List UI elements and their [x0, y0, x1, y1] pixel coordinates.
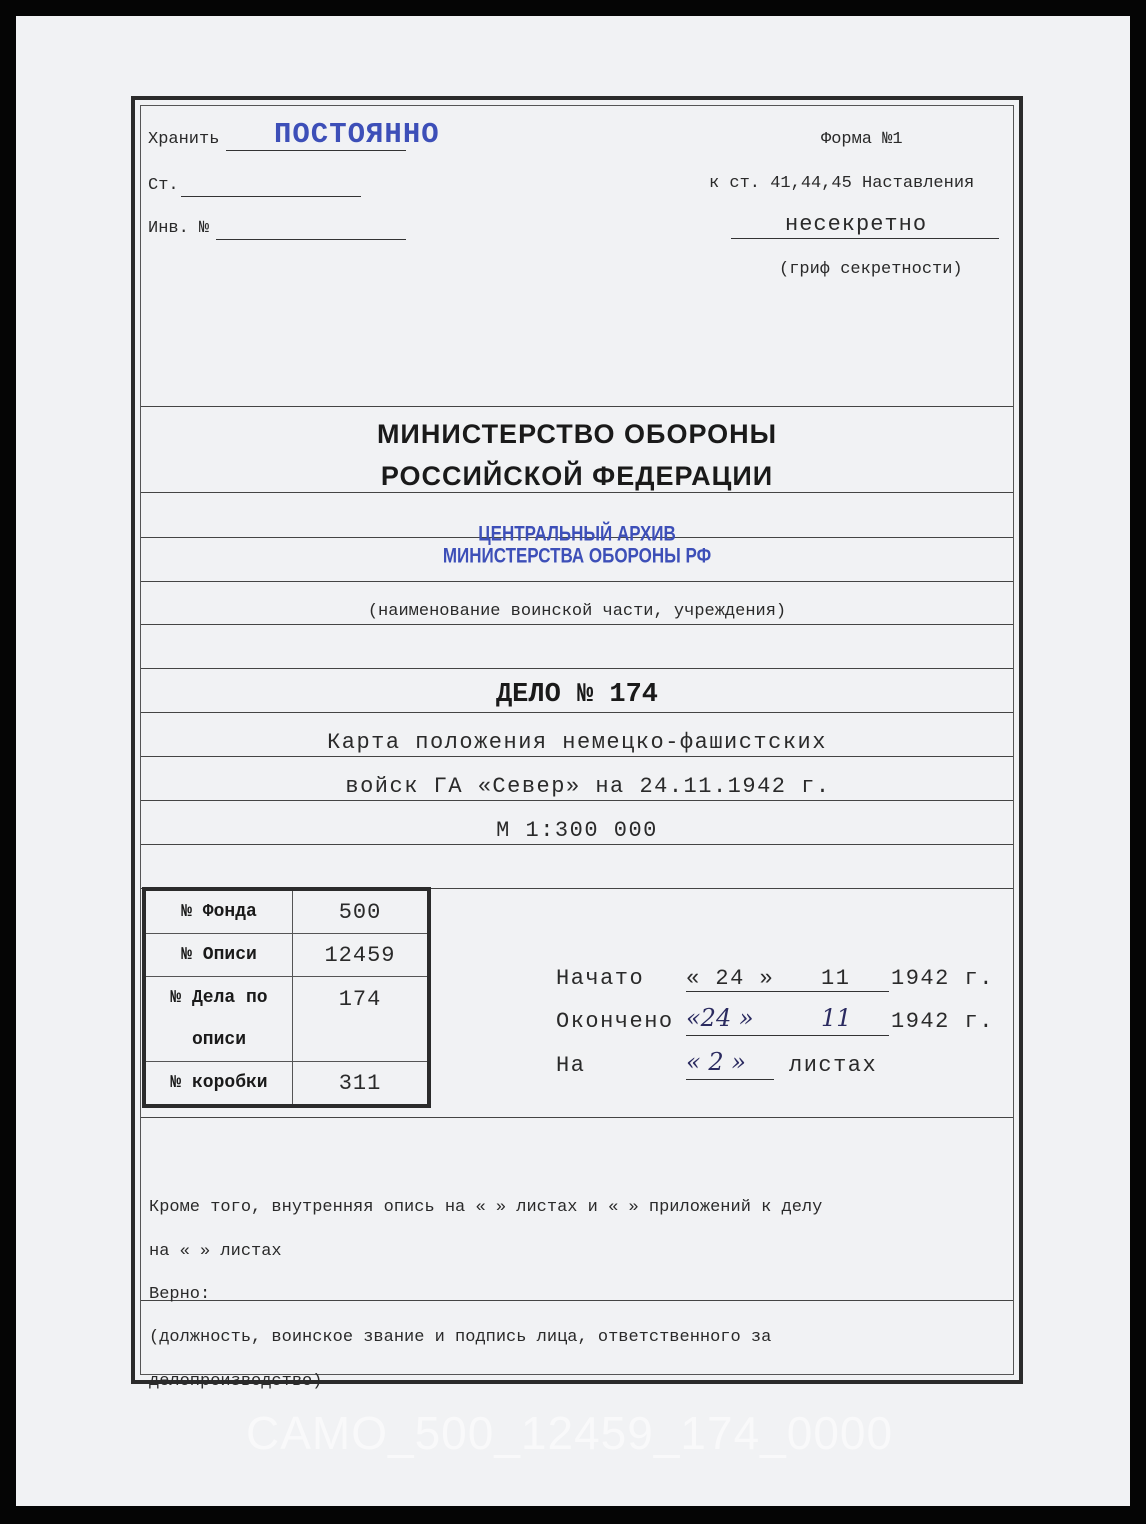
rule-line [141, 624, 1013, 625]
sheets-count: « 2 » [686, 1048, 746, 1076]
ended-underline [686, 1035, 889, 1036]
ended-year: 1942 г. [891, 1009, 994, 1034]
delo-label: № Дела по [144, 977, 293, 1020]
rule-line [141, 844, 1013, 845]
delo-label-cont: описи [144, 1019, 293, 1062]
form-number: Форма №1 [821, 130, 903, 149]
sheets-underline [686, 1079, 774, 1080]
verified-label: Верно: [149, 1285, 211, 1304]
started-month: 11 [821, 966, 851, 991]
case-title: ДЕЛО № 174 [495, 680, 659, 710]
on-label: На [556, 1053, 586, 1078]
started-underline [686, 991, 889, 992]
table-row [144, 889, 429, 934]
archive-stamp-line-1: ЦЕНТРАЛЬНЫЙ АРХИВ [478, 521, 676, 546]
rule-line [141, 1117, 1013, 1118]
signature-caption-line-1: (должность, воинское звание и подпись лица, ответственного за [149, 1328, 772, 1347]
opis-value: 12459 [293, 934, 430, 977]
ministry-line-2: РОССИЙСКОЙ ФЕДЕРАЦИИ [380, 461, 774, 491]
ended-label: Окончено [556, 1009, 674, 1034]
form-reference: к ст. 41,44,45 Наставления [709, 174, 975, 193]
sheets-label: листах [789, 1053, 878, 1078]
document-sheet [16, 16, 1130, 1506]
rule-line [141, 756, 1013, 757]
table-row [144, 977, 429, 1020]
scan-watermark: CAMO_500_12459_174_0000 [246, 1407, 894, 1459]
rule-line [141, 712, 1013, 713]
rule-line [141, 1300, 1013, 1301]
signature-caption-line-2: делопроизводство) [149, 1372, 323, 1391]
table-row [144, 934, 429, 977]
permanent-stamp: ПОСТОЯННО [274, 118, 440, 151]
rule-line [141, 406, 1013, 407]
inv-label: Инв. № [148, 219, 210, 238]
form-frame [131, 96, 1023, 1391]
started-day: « 24 » [686, 966, 775, 991]
table-row [144, 1062, 429, 1107]
map-scale: М 1:300 000 [496, 818, 658, 843]
ended-month: 11 [821, 1004, 852, 1032]
delo-value: 174 [293, 977, 430, 1062]
keep-label: Хранить [148, 130, 220, 149]
archive-stamp-line-2: МИНИСТЕРСТВА ОБОРОНЫ РФ [442, 543, 712, 568]
box-label: № коробки [144, 1062, 293, 1107]
ministry-line-1: МИНИСТЕРСТВО ОБОРОНЫ [376, 419, 778, 449]
rule-line [141, 668, 1013, 669]
fond-label: № Фонда [144, 889, 293, 934]
opis-label: № Описи [144, 934, 293, 977]
fond-value: 500 [293, 889, 430, 934]
archive-index-table [142, 887, 431, 1108]
inventory-note-line-2: на « » листах [149, 1242, 282, 1261]
unit-caption: (наименование воинской части, учреждения) [367, 602, 787, 621]
st-label: Ст. [148, 176, 179, 195]
classification-underline [731, 238, 999, 239]
rule-line [141, 492, 1013, 493]
box-value: 311 [293, 1062, 430, 1107]
rule-line [141, 581, 1013, 582]
form-inner-border [140, 105, 1014, 1391]
classification: несекретно [785, 212, 928, 237]
started-label: Начато [556, 966, 645, 991]
inventory-note-line-1: Кроме того, внутренняя опись на « » листах и « » приложений к делу [149, 1198, 823, 1217]
classification-caption: (гриф секретности) [779, 260, 963, 279]
case-description-line-2: войск ГА «Север» на 24.11.1942 г. [345, 774, 831, 799]
case-description-line-1: Карта положения немецко-фашистских [327, 730, 827, 755]
rule-line [141, 800, 1013, 801]
inv-underline [216, 239, 406, 240]
started-year: 1942 г. [891, 966, 994, 991]
st-underline [181, 196, 361, 197]
ended-day: «24 » [686, 1004, 754, 1032]
